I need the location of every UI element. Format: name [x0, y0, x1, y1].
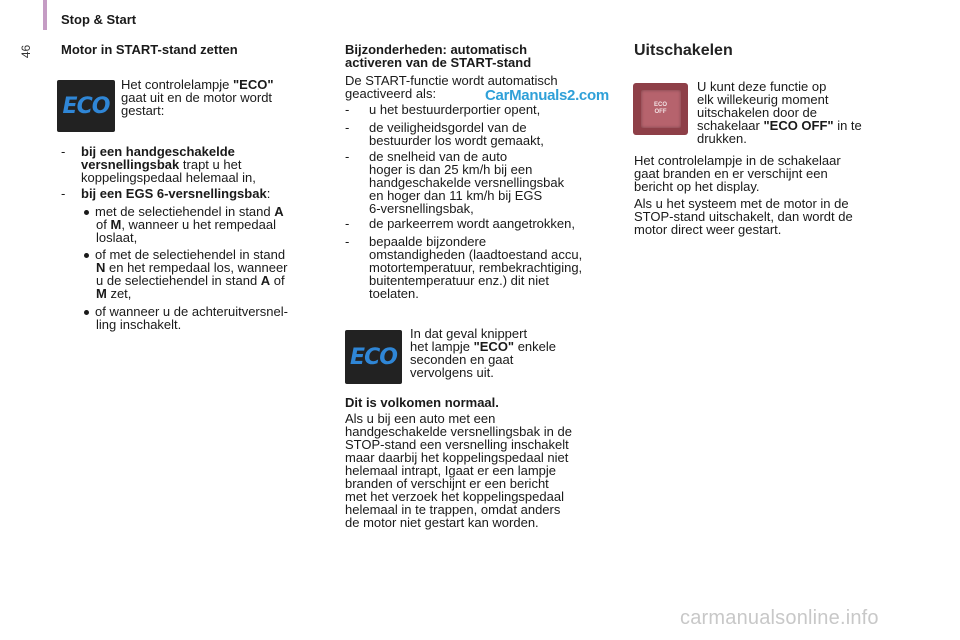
- col3-p1-line: gaat branden en er verschijnt een: [634, 166, 828, 181]
- bullet-dot: [84, 253, 89, 258]
- page-number: 46: [19, 44, 34, 59]
- col2-dash: -: [345, 234, 350, 249]
- b3-line1: of wanneer u de achteruitversnel-: [95, 304, 288, 319]
- b1-line2: of: [96, 217, 111, 232]
- eco-off-line2: OFF: [654, 109, 667, 115]
- col2-list-item: [369, 235, 629, 300]
- item1-bold1: bij een handgeschakelde: [81, 144, 235, 159]
- item1-bold2: versnellingsbak: [81, 157, 180, 172]
- col2-dash: -: [345, 149, 350, 164]
- col2-list-item: u het bestuurderportier opent,: [369, 102, 541, 117]
- eco-off-line1: ECO: [653, 102, 667, 108]
- blink-line3: seconden en gaat: [410, 352, 514, 367]
- item2-bold: bij een EGS 6-versnellingsbak: [81, 186, 267, 201]
- col1-bullet1: [84, 205, 324, 244]
- col1-intro: [121, 78, 321, 117]
- col1-intro-line2: gaat uit en de motor wordt: [121, 90, 273, 105]
- col1-intro-bold: "ECO": [233, 77, 274, 92]
- col2-list-item: [369, 150, 619, 215]
- col2-intro-line2: geactiveerd als:: [345, 86, 437, 101]
- section-title: Stop & Start: [61, 12, 137, 27]
- col2-list-item: [369, 121, 619, 147]
- normal-line: helemaal in te trappen, omdat anders: [345, 502, 561, 517]
- b1-line2-bold: M: [110, 217, 122, 232]
- item1-rest2: trapt u het: [179, 157, 242, 172]
- col3-p2-line: Als u het systeem met de motor in de: [634, 196, 849, 211]
- col3-p2-line: STOP-stand uitschakelt, dan wordt de: [634, 209, 853, 224]
- col2-item-line: de veiligheidsgordel van de: [369, 120, 527, 135]
- col2-item-line: bestuurder los wordt gemaakt,: [369, 133, 544, 148]
- col2-item-line: bepaalde bijzondere: [369, 234, 487, 249]
- eco-icon-label: ECO: [62, 93, 110, 119]
- b1-line2-rest: , wanneer u het rempedaal: [121, 217, 276, 232]
- col1-intro-line3: gestart:: [121, 103, 165, 118]
- blink-line2-rest: enkele: [514, 339, 557, 354]
- col3-heading: Uitschakelen: [634, 42, 733, 59]
- normal-line: de motor niet gestart kan worden.: [345, 515, 539, 530]
- col2-item-line: en hoger dan 11 km/h bij EGS: [369, 188, 543, 203]
- bullet-dot: [84, 210, 89, 215]
- col1-bullet3: [84, 305, 329, 331]
- col2-item-line: 6-versnellingsbak,: [369, 201, 474, 216]
- col1-item2-dash: -: [61, 186, 66, 201]
- col2-normal-heading: Dit is volkomen normaal.: [345, 395, 499, 410]
- col2-intro-line1: De START-functie wordt automatisch: [345, 73, 558, 88]
- b1-line1: met de selectiehendel in stand: [95, 204, 275, 219]
- blink-line1: In dat geval knippert: [410, 326, 528, 341]
- col2-normal-paragraph: [345, 412, 620, 529]
- b2-line3: u de selectiehendel in stand: [96, 273, 261, 288]
- normal-line: handgeschakelde versnellingsbak in de: [345, 424, 572, 439]
- b2-line4-bold: M: [96, 286, 107, 301]
- sidebar-accent-line: [43, 0, 47, 30]
- item1-line3: koppelingspedaal helemaal in,: [81, 170, 256, 185]
- col2-blink-text: [410, 327, 610, 379]
- col3-p1-line: Het controlelampje in de schakelaar: [634, 153, 841, 168]
- col3-intro-bold: "ECO OFF": [763, 118, 834, 133]
- watermark-carmanuals: CarManuals2.com: [485, 87, 609, 104]
- footer-watermark: carmanualsonline.info: [680, 607, 879, 629]
- col3-intro-line: U kunt deze functie op: [697, 79, 827, 94]
- col2-dash: -: [345, 216, 350, 231]
- b2-line3-bold: A: [260, 273, 271, 288]
- col1-intro-text: Het controlelampje: [121, 77, 233, 92]
- normal-line: STOP-stand een versnelling inschakelt: [345, 437, 569, 452]
- eco-icon-label: ECO: [350, 344, 397, 370]
- col2-dash: -: [345, 102, 350, 117]
- col2-heading-line2: activeren van de START-stand: [345, 55, 532, 70]
- col2-item-line: omstandigheden (laadtoestand accu,: [369, 247, 583, 262]
- col3-intro-line: drukken.: [697, 131, 747, 146]
- blink-line2-bold: "ECO": [473, 339, 515, 354]
- eco-indicator-icon: [57, 80, 115, 132]
- col3-intro-line: uitschakelen door de: [697, 105, 817, 120]
- col3-p1-line: bericht op het display.: [634, 179, 760, 194]
- normal-line: branden of verschijnt er een bericht: [345, 476, 549, 491]
- col1-heading: Motor in START-stand zetten: [61, 42, 238, 57]
- col2-heading: [345, 43, 615, 69]
- col2-list-item: de parkeerrem wordt aangetrokken,: [369, 216, 575, 231]
- item2-colon: :: [266, 186, 271, 201]
- b1-line1-bold: A: [274, 204, 284, 219]
- col2-item-line: handgeschakelde versnellingsbak: [369, 175, 565, 190]
- col1-item1-dash: -: [61, 144, 66, 159]
- col1-item2: [81, 187, 270, 200]
- b2-line1: of met de selectiehendel in stand: [95, 247, 286, 262]
- col2-item-line: de snelheid van de auto: [369, 149, 508, 164]
- col1-item1: [81, 145, 321, 184]
- b2-line3-rest: of: [270, 273, 285, 288]
- col3-paragraph1: [634, 154, 914, 193]
- col2-item-line: buitentemperatuur enz.) dit niet: [369, 273, 549, 288]
- normal-line: maar daarbij het koppelingspedaal niet: [345, 450, 569, 465]
- normal-line: met het verzoek het koppelingspedaal: [345, 489, 564, 504]
- normal-line: helemaal intrapt, Igaat er een lampje: [345, 463, 557, 478]
- col1-bullet2: [84, 248, 329, 300]
- normal-line: Als u bij een auto met een: [345, 411, 496, 426]
- col2-dash: -: [345, 120, 350, 135]
- b2-line4-rest: zet,: [106, 286, 132, 301]
- blink-line4: vervolgens uit.: [410, 365, 494, 380]
- b2-line2-rest: en het rempedaal los, wanneer: [105, 260, 288, 275]
- col3-intro-line: elk willekeurig moment: [697, 92, 829, 107]
- b2-line2-bold: N: [96, 260, 106, 275]
- eco-blinking-icon: [345, 330, 402, 384]
- col2-item-line: hoger is dan 25 km/h bij een: [369, 162, 533, 177]
- col3-p2-line: motor direct weer gestart.: [634, 222, 782, 237]
- col2-heading-line1: Bijzonderheden: automatisch: [345, 42, 528, 57]
- col3-intro-line: schakelaar: [697, 118, 764, 133]
- b3-line2: ling inschakelt.: [96, 317, 182, 332]
- col2-item-line: motortemperatuur, rembekrachtiging,: [369, 260, 583, 275]
- col2-item-line: toelaten.: [369, 286, 419, 301]
- eco-off-button-face: [641, 90, 681, 128]
- bullet-dot: [84, 310, 89, 315]
- col3-paragraph2: [634, 197, 914, 236]
- eco-off-switch-icon: [633, 83, 688, 135]
- col3-intro-rest: in te: [833, 118, 862, 133]
- blink-line2: het lampje: [410, 339, 474, 354]
- b1-line3: loslaat,: [96, 230, 138, 245]
- col3-intro: [697, 80, 907, 145]
